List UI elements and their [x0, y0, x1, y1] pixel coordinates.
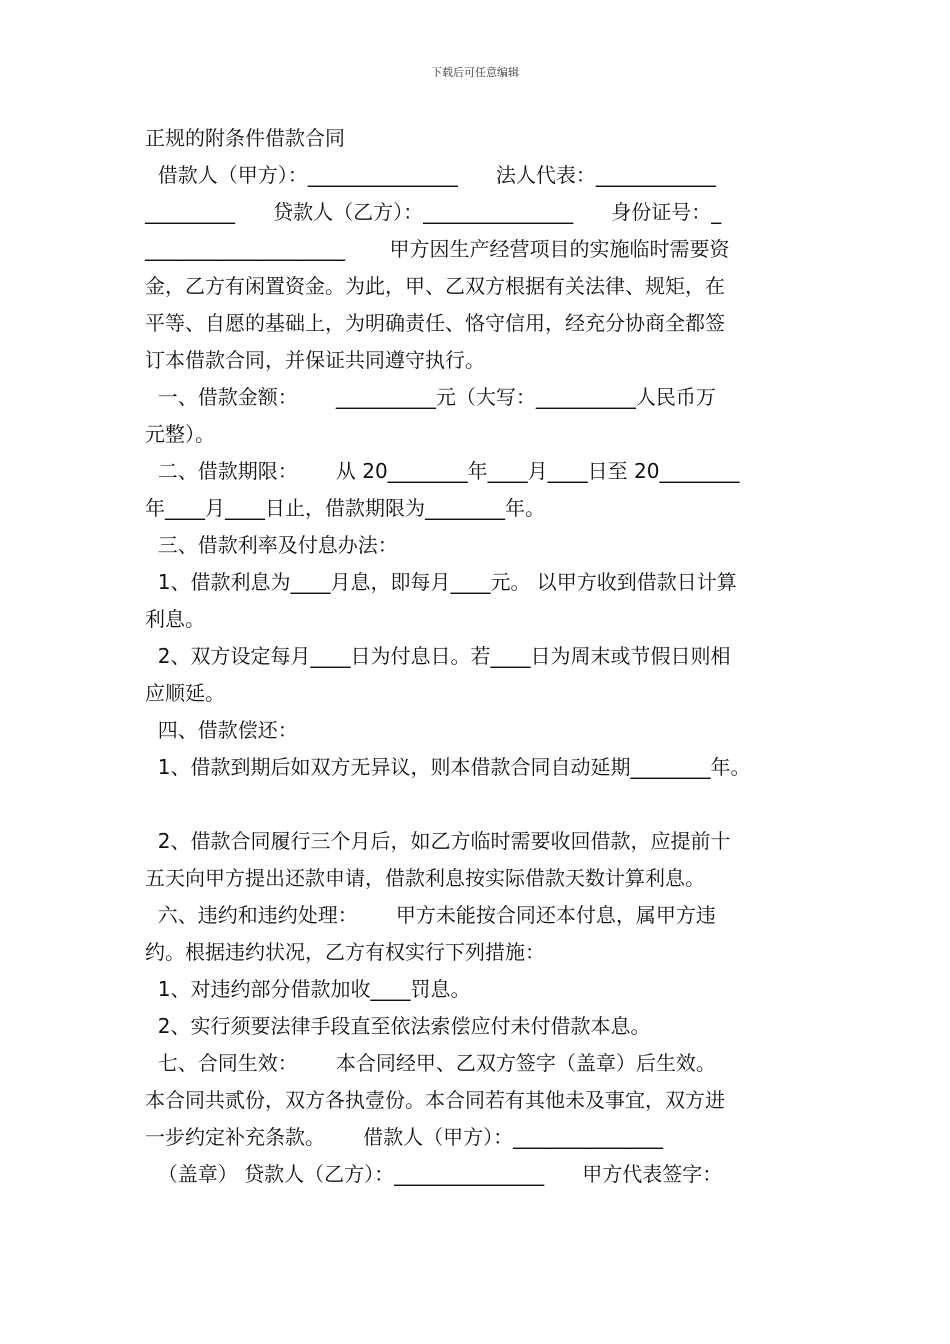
text-line: _________ 贷款人（乙方）：_______________ 身份证号：_: [145, 200, 722, 224]
text-line: 2、实行须要法律手段直至依法索偿应付未付借款本息。: [145, 1014, 651, 1038]
contract-body: [145, 120, 810, 1193]
text-line: 利息。: [145, 607, 205, 631]
page-header: 下载后可任意编辑: [431, 66, 519, 79]
text-line: 五天向甲方提出还款申请，借款利息按实际借款天数计算利息。: [145, 866, 705, 890]
blank-line: [145, 786, 810, 823]
text-line: 一、借款金额： __________元（大写：__________人民币万: [145, 385, 716, 409]
text-line: 约。根据违约状况，乙方有权实行下列措施：: [145, 940, 545, 964]
text-line: 本合同共贰份，双方各执壹份。本合同若有其他未及事宜，双方进: [145, 1088, 725, 1112]
text-line: 订本借款合同，并保证共同遵守执行。: [145, 348, 485, 372]
text-line: 2、借款合同履行三个月后，如乙方临时需要收回借款，应提前十: [145, 829, 731, 853]
text-line: 金，乙方有闲置资金。为此，甲、乙双方根据有关法律、规矩，在: [145, 274, 725, 298]
text-line: 六、违约和违约处理： 甲方未能按合同还本付息，属甲方违: [145, 903, 716, 927]
text-line: 借款人（甲方）：_______________ 法人代表：____________: [145, 163, 716, 187]
text-line: 二、借款期限： 从 20________年____月____日至 20________: [145, 459, 740, 483]
text-line: 年____月____日止，借款期限为________年。: [145, 496, 545, 520]
text-line: 2、双方设定每月____日为付息日。若____日为周末或节假日则相: [145, 644, 731, 668]
text-line: 一步约定补充条款。 借款人（甲方）：_______________: [145, 1125, 664, 1149]
section-heading: 三、借款利率及付息办法：: [145, 533, 398, 557]
text-line: 应顺延。: [145, 681, 225, 705]
section-heading: 四、借款偿还：: [145, 718, 298, 742]
text-line: 元整）。: [145, 422, 215, 446]
doc-title: 正规的附条件借款合同: [145, 126, 345, 150]
text-line: ____________________ 甲方因生产经营项目的实施临时需要资: [145, 237, 730, 261]
text-line: 平等、自愿的基础上，为明确责任、恪守信用，经充分协商全都签: [145, 311, 725, 335]
text-line: （盖章） 贷款人（乙方）：_______________ 甲方代表签字：: [145, 1162, 723, 1186]
text-line: 1、借款到期后如双方无异议，则本借款合同自动延期________年。: [145, 755, 751, 779]
text-line: 七、合同生效： 本合同经甲、乙双方签字（盖章）后生效。: [145, 1051, 716, 1075]
text-line: 1、借款利息为____月息，即每月____元。 以甲方收到借款日计算: [145, 570, 737, 594]
text-line: 1、对违约部分借款加收____罚息。: [145, 977, 471, 1001]
